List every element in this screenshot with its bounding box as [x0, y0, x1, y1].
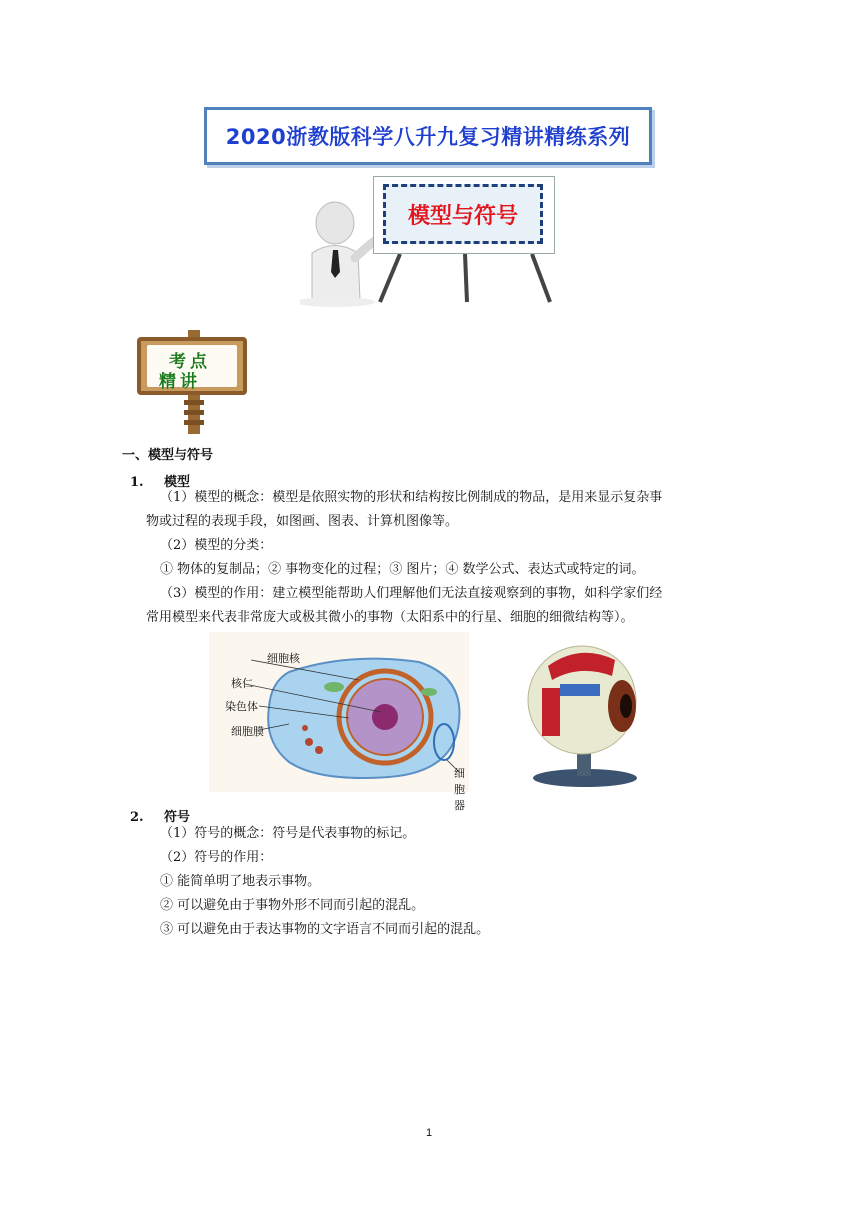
eye-model-figure [520, 638, 650, 790]
title-banner [204, 107, 652, 165]
paragraph-line: （2）模型的分类： [160, 538, 273, 553]
subsection-number: 1. [130, 475, 144, 490]
cell-label-membrane: 细胞膜 [231, 725, 264, 738]
signpost-line1: 考点 [169, 352, 211, 372]
cell-model-figure [209, 632, 469, 812]
section-heading: 一、模型与符号 [122, 448, 214, 463]
paragraph-line: ② 可以避免由于事物外形不同而引起的混乱。 [160, 898, 425, 913]
paragraph-line: （2）符号的作用： [160, 850, 273, 865]
cell-label-organelle: 细胞器 [454, 767, 465, 812]
signpost-line2: 精讲 [159, 372, 201, 392]
paragraph-line: （1）模型的概念：模型是依照实物的形状和结构按比例制成的物品，是用来显示复杂事 [160, 490, 663, 505]
paragraph-line: 物或过程的表现手段，如图画、图表、计算机图像等。 [146, 514, 459, 529]
model-paragraphs [146, 486, 740, 630]
cell-label-nucleus: 细胞核 [267, 652, 300, 665]
page-title: 2020浙教版科学八升九复习精讲精练系列 [225, 125, 631, 149]
paragraph-line: ① 能简单明了地表示事物。 [160, 874, 321, 889]
paragraph-line: （3）模型的作用：建立模型能帮助人们理解他们无法直接观察到的事物，如科学家们经 [160, 586, 663, 601]
subsection-title: 符号 [164, 810, 191, 825]
subsection-title: 模型 [164, 475, 191, 490]
signpost-panel [147, 345, 237, 392]
topic-board-frame [383, 184, 543, 244]
signpost-board [137, 337, 247, 395]
cell-label-nucleolus: 核仁 [231, 677, 253, 690]
subsection-number: 2. [130, 810, 144, 825]
paragraph-line: （1）符号的概念：符号是代表事物的标记。 [160, 826, 416, 841]
cell-label-chromosome: 染色体 [225, 700, 258, 713]
paragraph-line: ① 物体的复制品；② 事物变化的过程；③ 图片；④ 数学公式、表达式或特定的词。 [160, 562, 645, 577]
topic-board [373, 176, 555, 254]
symbol-paragraphs [160, 822, 740, 942]
topic-title: 模型与符号 [407, 202, 518, 229]
paragraph-line: 常用模型来代表非常庞大或极其微小的事物（太阳系中的行星、细胞的细微结构等）。 [146, 610, 634, 625]
paragraph-line: ③ 可以避免由于表达事物的文字语言不同而引起的混乱。 [160, 922, 490, 937]
page-number: 1 [426, 1127, 433, 1139]
